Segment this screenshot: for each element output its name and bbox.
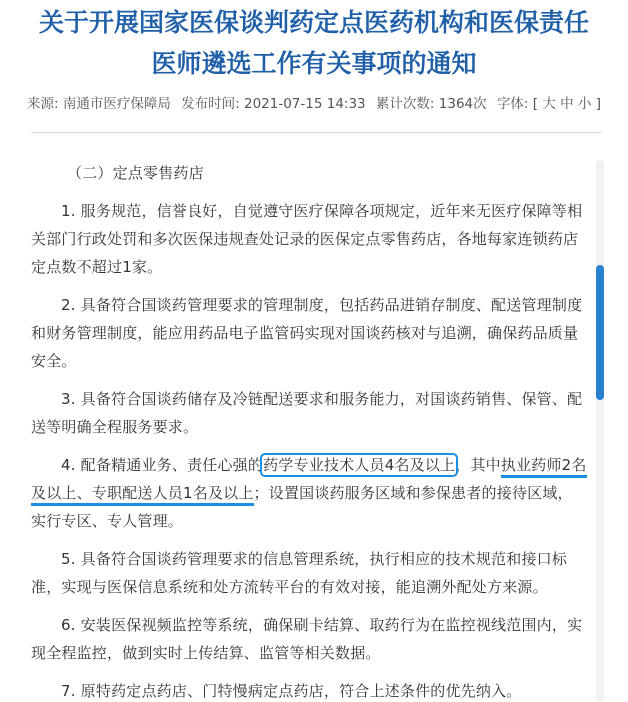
paragraph-6: 6. 安装医保视频监控等系统，确保刷卡结算、取药行为在监控视线范围内，实现全程监控，做到实时上传结算、监管等相关数据。: [31, 616, 583, 662]
font-size-control[interactable]: 字体: [ 大 中 小 ]: [496, 96, 601, 112]
scrollbar-thumb[interactable]: [596, 265, 604, 400]
paragraph-4: [31, 451, 587, 535]
paragraph-3: 3. 具备符合国谈药储存及冷链配送要求和服务能力，对国谈药销售、保管、配送等明确全程服务要求。: [31, 390, 583, 436]
paragraph-4-part2: ，其中: [455, 456, 501, 474]
paragraph-5: 5. 具备符合国谈药管理要求的信息管理系统，执行相应的技术规范和接口标准，实现与医保信息系统和处方流转平台的有效对接，能追溯外配处方来源。: [31, 550, 568, 596]
header-divider: [31, 132, 602, 133]
source-label: 来源: 南通市医疗保障局: [27, 96, 171, 112]
paragraph-4-part1: 4. 配备精通业务、责任心强的: [61, 456, 264, 474]
paragraph-4-part3: ；设置国谈药服务区域和参保患者的接待区域，实行专区、专人管理。: [31, 484, 573, 530]
publish-time: 发布时间: 2021-07-15 14:33: [181, 96, 366, 112]
paragraph-2: 2. 具备符合国谈药管理要求的管理制度，包括药品进销存制度、配送管理制度和财务管理制度，能应用药品电子监管码实现对国谈药核对与追溯，确保药品质量安全。: [31, 296, 583, 370]
underline-highlight: 执业药师2名及以上、专职配送人员1名及以上: [31, 456, 587, 506]
article-title: [0, 2, 628, 84]
scrollbar-track[interactable]: [596, 160, 604, 702]
article-meta: [0, 92, 628, 112]
article-title-line2: 医师遴选工作有关事项的通知: [151, 49, 477, 78]
article-title-line1: 关于开展国家医保谈判药定点医药机构和医保责任: [38, 8, 589, 37]
section-heading: （二）定点零售药店: [67, 164, 204, 182]
view-count: 累计次数: 1364次: [375, 96, 487, 112]
paragraph-7: 7. 原特药定点药店、门特慢病定点药店，符合上述条件的优先纳入。: [61, 682, 522, 700]
article-body: [31, 159, 587, 702]
boxed-highlight: 药学专业技术人员4名及以上: [263, 456, 456, 474]
paragraph-1: 1. 服务规范，信誉良好，自觉遵守医疗保障各项规定，近年来无医疗保障等相关部门行政处罚和多次医保违规查处记录的医保定点零售药店，各地每家连锁药店定点数不超过1家。: [31, 202, 583, 276]
